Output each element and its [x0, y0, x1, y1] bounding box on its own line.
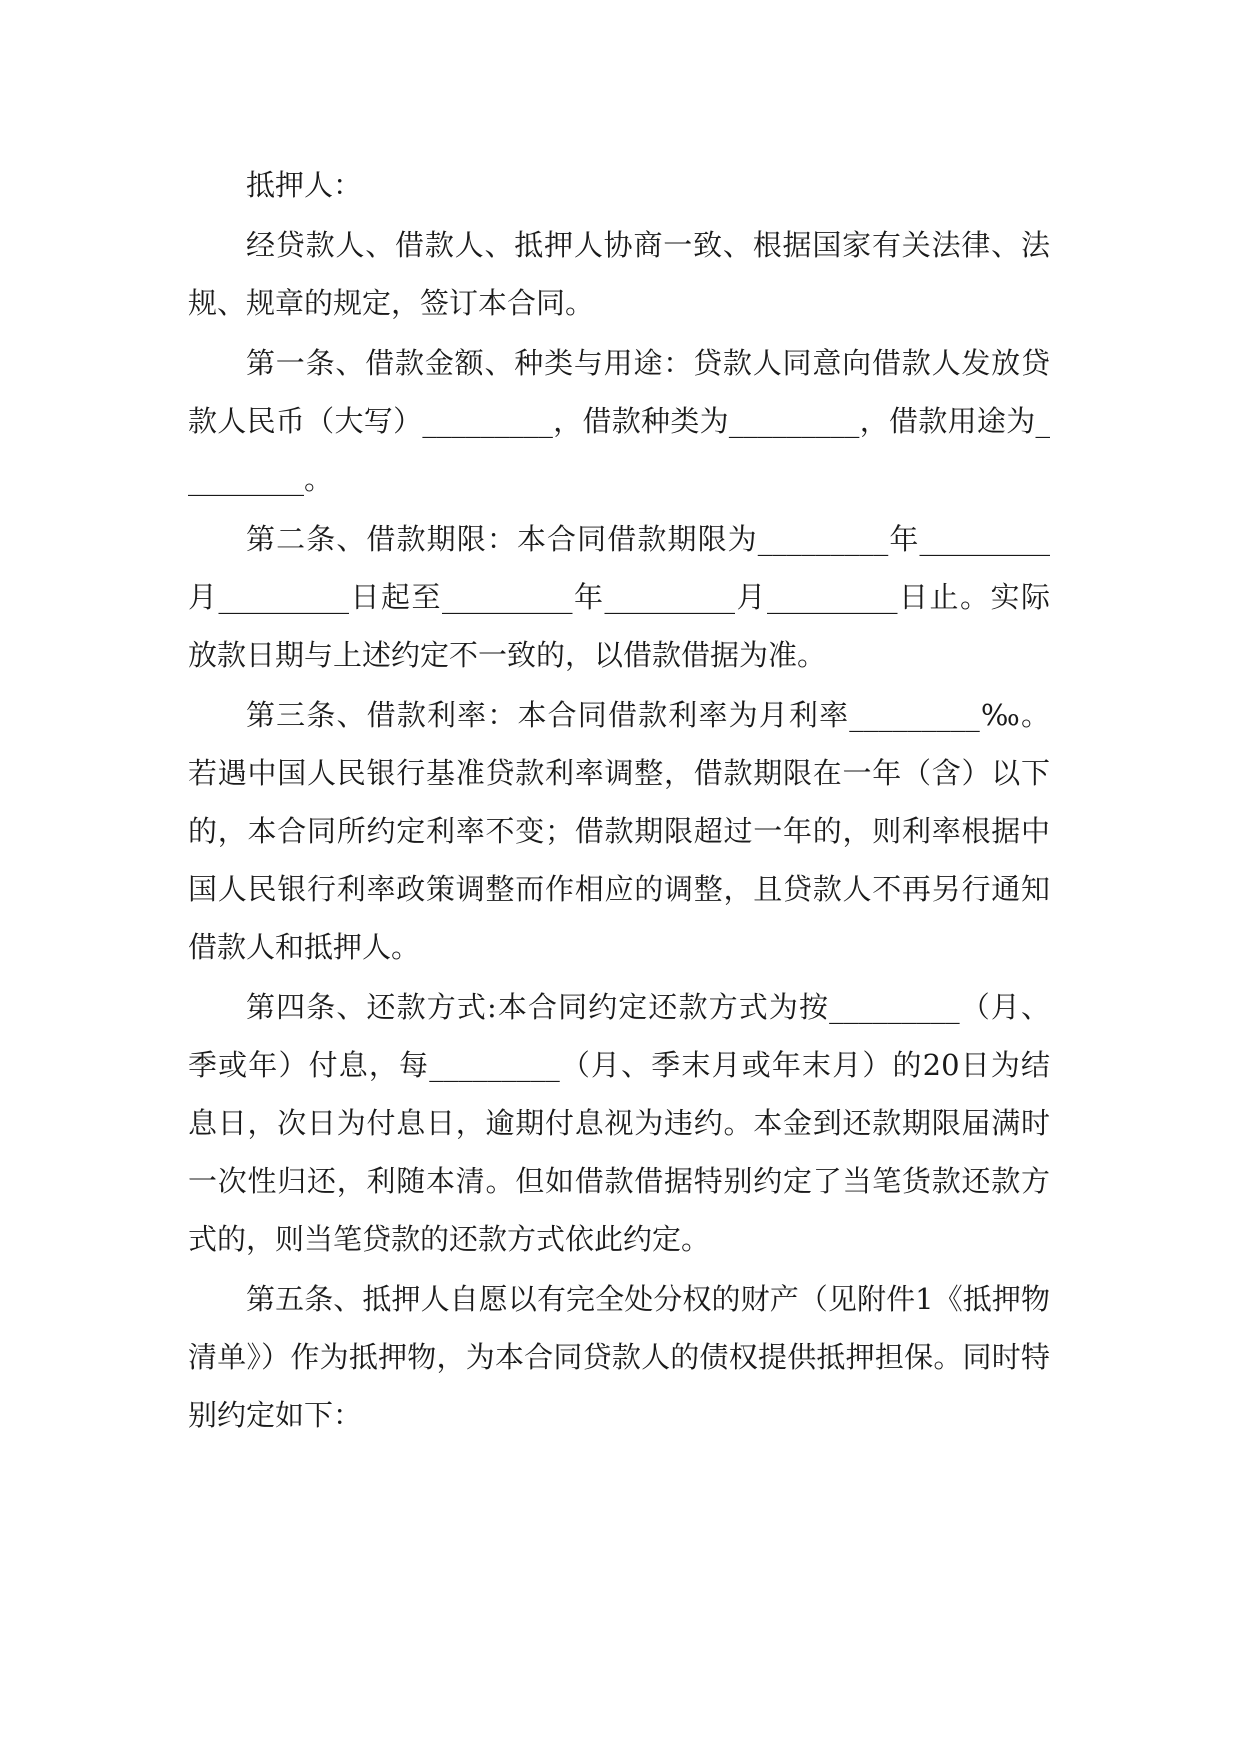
- article-3-paragraph: 第三条、借款利率：本合同借款利率为月利率_________‰。若遇中国人民银行基准贷款利率调整，借款期限在一年（含）以下的，本合同所约定利率不变；借款期限超过一年的，则利率根据中国人民银行利率政策调整而作相应的调整，且贷款人不再另行通知借款人和抵押人。: [188, 698, 1050, 964]
- article-4-paragraph: 第四条、还款方式:本合同约定还款方式为按_________（月、季或年）付息，每_________（月、季末月或年末月）的20日为结息日，次日为付息日，逾期付息视为违约。本金到还款期限届满时一次性归还，利随本清。但如借款借据特别约定了当笔货款还款方式的，则当笔贷款的还款方式依此约定。: [188, 990, 1050, 1256]
- document-body: [188, 156, 1050, 1446]
- mortgagor-line: 抵押人：: [246, 168, 363, 202]
- preamble-paragraph: 经贷款人、借款人、抵押人协商一致、根据国家有关法律、法规、规章的规定，签订本合同。: [188, 228, 1050, 320]
- article-2-paragraph: 第二条、借款期限：本合同借款期限为_________年_________月_________日起至_________年_________月_________日止。实际放款日期与上述约定不一致的，以借款借据为准。: [188, 522, 1050, 672]
- article-1-paragraph: 第一条、借款金额、种类与用途：贷款人同意向借款人发放贷款人民币（大写）_________，借款种类为_________，借款用途为_________。: [188, 346, 1050, 496]
- article-5-paragraph: 第五条、抵押人自愿以有完全处分权的财产（见附件1《抵押物清单》）作为抵押物，为本合同贷款人的债权提供抵押担保。同时特别约定如下：: [188, 1282, 1050, 1432]
